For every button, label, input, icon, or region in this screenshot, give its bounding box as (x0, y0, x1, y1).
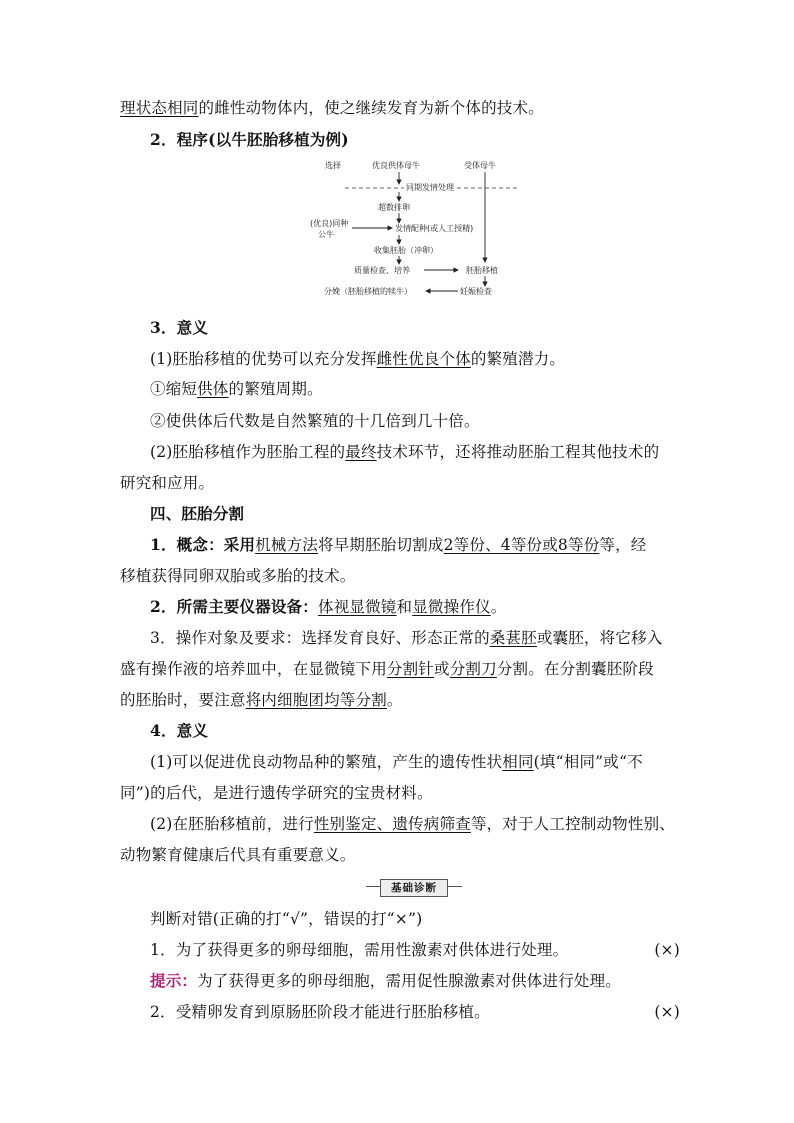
underlined-term: 显微操作仪 (412, 598, 491, 616)
underlined-term: 体视显微镜 (318, 598, 397, 616)
exercise-instruction: 判断对错(正确的打“√”，错误的打“×”) (150, 910, 423, 928)
paragraph-line: (1)胚胎移植的优势可以充分发挥雌性优良个体的繁殖潜力。 (150, 350, 566, 368)
underlined-term: 供体 (197, 380, 229, 398)
paragraph-line: (1)可以促进优良动物品种的繁殖，产生的遗传性状相同(填“相同”或“不 (150, 753, 643, 771)
paragraph-line: 移植获得同卵双胎或多胎的技术。 (120, 567, 356, 585)
diagram-label-birth: 分娩（胚胎移植的犊牛） (324, 287, 412, 296)
answer-mark: (×) (654, 941, 680, 959)
underlined-term: 分割刀 (449, 660, 497, 678)
diagram-label-sync: 同期发情处理 (406, 183, 454, 192)
underlined-term: 分割针 (386, 660, 435, 678)
embryo-transfer-flow-diagram (300, 158, 530, 300)
diagram-label-collect: 收集胚胎（冲卵） (374, 246, 438, 255)
paragraph-line: 理状态相同的雌性动物体内，使之继续发育为新个体的技术。 (120, 99, 544, 117)
diagram-label-select: 选择 (325, 161, 341, 170)
underlined-term: 相同 (502, 753, 534, 771)
diagram-label-mating: 发情配种(或人工授精) (395, 224, 474, 233)
paragraph-line: 3．操作对象及要求：选择发育良好、形态正常的桑葚胚或囊胚，将它移入 (150, 629, 663, 647)
underlined-term: 雌性优良个体 (376, 350, 471, 368)
exercise-item-1: 1．为了获得更多的卵母细胞，需用性激素对供体进行处理。 (×) (150, 941, 680, 959)
diagram-label-pregnancy: 妊娠检查 (460, 287, 492, 296)
underlined-term: 将内细胞团均等分割 (245, 691, 387, 709)
hint-line: 提示：为了获得更多的卵母细胞，需用促性腺激素对供体进行处理。 (150, 971, 622, 990)
underlined-term: 桑葚胚 (489, 629, 537, 647)
underlined-term: 2等份、4等份或8等份 (443, 536, 600, 554)
paragraph-line: 1．概念：采用机械方法将早期胚胎切割成2等份、4等份或8等份等，经 (150, 535, 647, 554)
diagram-label-superovulation: 超数排卵 (378, 203, 410, 212)
paragraph-line: (2)胚胎移植作为胚胎工程的最终技术环节，还将推动胚胎工程其他技术的 (150, 443, 660, 461)
paragraph-line: 研究和应用。 (120, 474, 215, 492)
paragraph-line: 同”)的后代，是进行遗传学研究的宝贵材料。 (120, 784, 433, 802)
paragraph-line: ①缩短供体的繁殖周期。 (150, 380, 323, 398)
underlined-term: 机械方法 (255, 536, 318, 554)
diagram-label-transfer: 胚胎移植 (466, 266, 498, 275)
underlined-term: 理状态相同 (120, 99, 199, 117)
basic-diagnosis-badge (366, 878, 462, 896)
diagram-label-recipient: 受体母牛 (464, 161, 496, 170)
diagram-label-quality: 质量检查、培养 (354, 266, 410, 275)
section-heading-procedure: 2．程序(以牛胚胎移植为例) (150, 130, 349, 149)
exercise-item-2: 2．受精卵发育到原肠胚阶段才能进行胚胎移植。 (×) (150, 1003, 680, 1021)
paragraph-line: 的胚胎时，要注意将内细胞团均等分割。 (120, 691, 403, 709)
paragraph-line: 盛有操作液的培养皿中，在显微镜下用分割针或分割刀分割。在分割囊胚阶段 (120, 660, 654, 678)
section-heading-significance-2: 4．意义 (150, 721, 209, 740)
diagram-label-bull: (优良)同种 (310, 219, 349, 228)
underlined-term: 性别鉴定、遗传病筛查 (313, 815, 471, 833)
paragraph-line: ②使供体后代数是自然繁殖的十几倍到几十倍。 (150, 412, 480, 430)
section-heading-significance: 3．意义 (150, 318, 209, 337)
underlined-term: 最终 (345, 443, 377, 461)
hint-label: 提示： (150, 971, 198, 990)
paragraph-line: (2)在胚胎移植前，进行性别鉴定、遗传病筛查等，对于人工控制动物性别、 (150, 815, 675, 833)
section-heading-embryo-splitting: 四、胚胎分割 (150, 504, 245, 523)
diagram-label-donor: 优良供体母牛 (372, 161, 420, 170)
paragraph-line: 动物繁育健康后代具有重要意义。 (120, 846, 356, 864)
badge-label: 基础诊断 (380, 879, 448, 897)
paragraph-line: 2．所需主要仪器设备：体视显微镜和显微操作仪。 (150, 597, 507, 616)
diagram-label-bull-line2: 公牛 (318, 230, 334, 239)
answer-mark: (×) (654, 1003, 680, 1021)
